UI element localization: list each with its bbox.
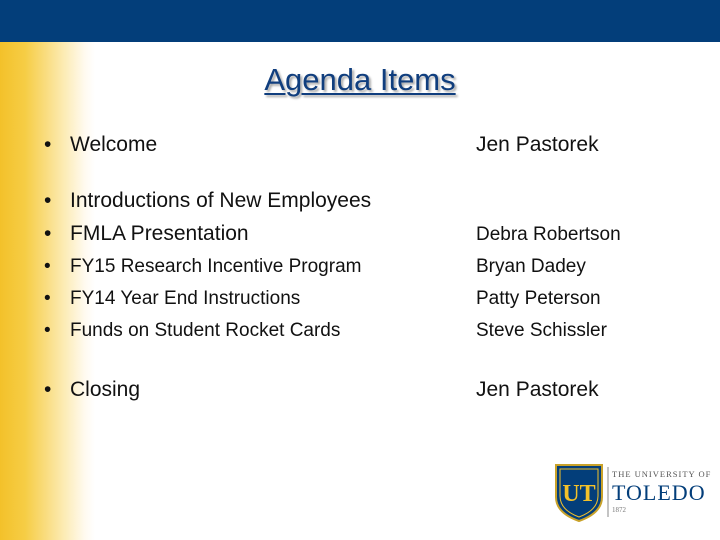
presenter-name: Steve Schissler	[476, 320, 607, 341]
agenda-item-text: Closing	[70, 378, 141, 401]
presenter-name: Bryan Dadey	[476, 256, 586, 277]
logo-line2: TOLEDO	[612, 480, 706, 505]
bullet: •	[44, 320, 51, 341]
agenda-item-text: FY14 Year End Instructions	[70, 288, 301, 309]
bullet: •	[44, 378, 52, 401]
agenda-item	[44, 288, 300, 310]
presenter-name: Jen Pastorek	[476, 378, 599, 401]
header-bar	[0, 0, 720, 42]
presenter-name: Debra Robertson	[476, 224, 621, 245]
agenda-item	[44, 320, 340, 342]
logo-line1: THE UNIVERSITY OF	[612, 469, 712, 479]
agenda-item-text: FMLA Presentation	[70, 222, 249, 245]
presenter-name: Jen Pastorek	[476, 133, 599, 156]
presenter-name: Patty Peterson	[476, 288, 601, 309]
university-logo	[552, 459, 712, 523]
agenda-item	[44, 222, 249, 246]
agenda-item-text: FY15 Research Incentive Program	[70, 256, 362, 277]
agenda-item-text: Introductions of New Employees	[70, 189, 372, 212]
agenda-item	[44, 378, 140, 402]
agenda-item-text: Welcome	[70, 133, 158, 156]
bullet: •	[44, 256, 51, 277]
bullet: •	[44, 288, 51, 309]
bullet: •	[44, 189, 52, 212]
agenda-item	[44, 189, 371, 213]
agenda-item-text: Funds on Student Rocket Cards	[70, 320, 341, 341]
bullet: •	[44, 222, 52, 245]
agenda-item	[44, 133, 157, 157]
logo-monogram: UT	[562, 481, 596, 507]
bullet: •	[44, 133, 52, 156]
logo-year: 1872	[612, 506, 626, 514]
slide-title: Agenda Items	[264, 62, 456, 97]
agenda-item	[44, 256, 361, 278]
